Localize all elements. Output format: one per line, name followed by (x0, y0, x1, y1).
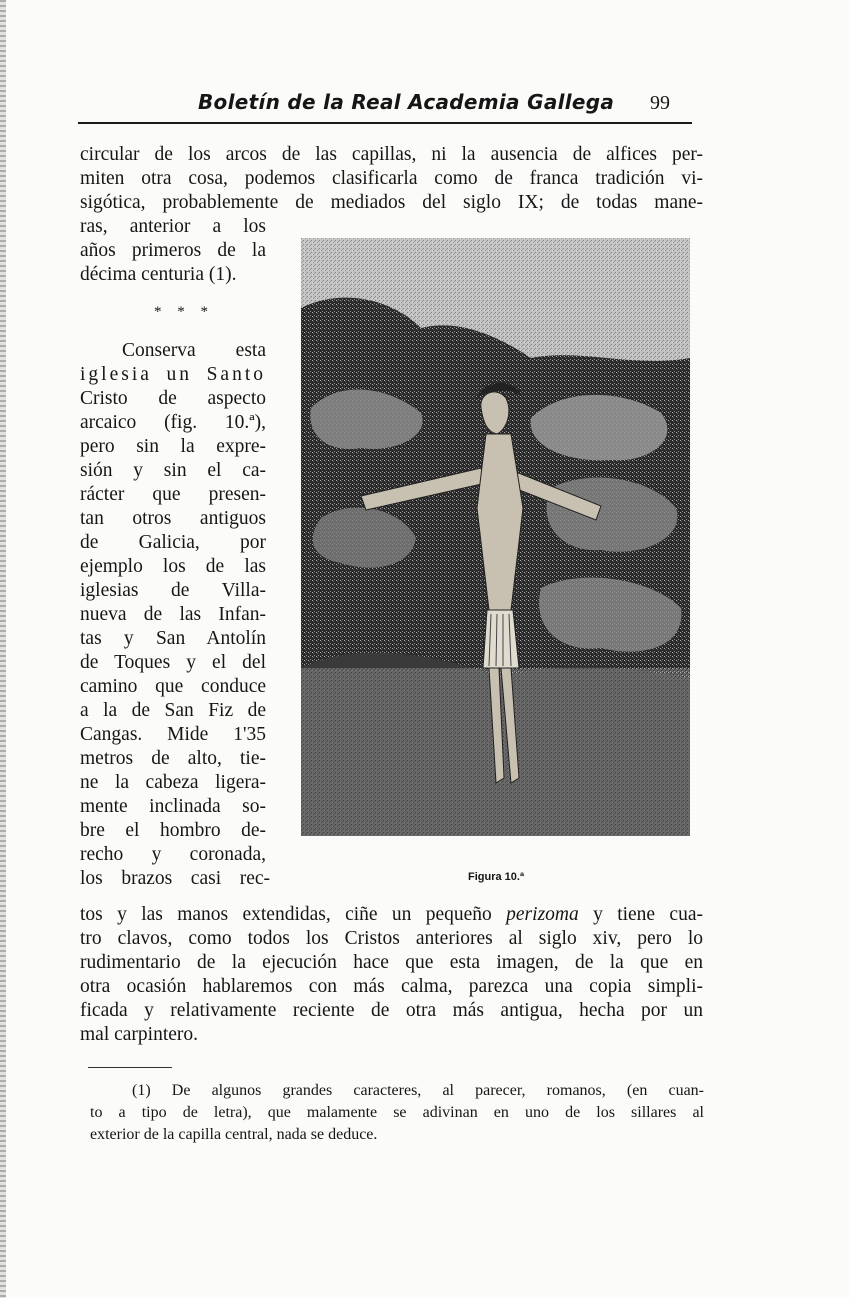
section-asterism: * * * (154, 304, 214, 320)
text-line: Cristo de aspecto (80, 388, 266, 409)
text-line: iglesias de Villa- (80, 580, 266, 601)
text-line: miten otra cosa, podemos clasificarla como de franca tradición vi- (80, 168, 703, 189)
text-line: Cangas. Mide 1'35 (80, 724, 266, 745)
text-line: ficada y relativamente reciente de otra más antigua, hecha por un (80, 1000, 703, 1021)
running-title: Boletín de la Real Academia Gallega (198, 90, 615, 114)
text-line: Conserva esta (122, 340, 266, 361)
text-line: mente inclinada so- (80, 796, 266, 817)
text-line (80, 903, 703, 927)
text-segment: y tiene cua- (578, 904, 703, 925)
text-line: arcaico (fig. 10.ª), (80, 412, 266, 433)
text-line: ne la cabeza ligera- (80, 772, 266, 793)
running-header (78, 88, 692, 124)
text-line: otra ocasión hablaremos con más calma, parezca una copia simpli- (80, 976, 703, 997)
text-line: años primeros de la (80, 240, 266, 261)
footnote-line: (1) De algunos grandes caracteres, al parecer, romanos, (en cuan- (132, 1082, 704, 1099)
text-line: décima centuria (1). (80, 264, 237, 285)
page-binding-edge (0, 0, 6, 1298)
text-line: nueva de las Infan- (80, 604, 266, 625)
text-line: a la de San Fiz de (80, 700, 266, 721)
text-line: camino que conduce (80, 676, 266, 697)
figure-caption: Figura 10.ª (468, 871, 525, 883)
text-line: iglesia un Santo (80, 364, 266, 385)
footnote-line: to a tipo de letra), que malamente se adivinan en uno de los sillares al (90, 1104, 704, 1121)
text-line: sión y sin el ca- (80, 460, 266, 481)
text-line: ejemplo los de las (80, 556, 266, 577)
footnote-rule (88, 1067, 172, 1068)
text-line: tro clavos, como todos los Cristos anteriores al siglo xiv, pero lo (80, 928, 703, 949)
text-line: rácter que presen- (80, 484, 266, 505)
text-line: circular de los arcos de las capillas, ni la ausencia de alfices per- (80, 144, 703, 165)
text-line: metros de alto, tie- (80, 748, 266, 769)
crucifix-photograph (301, 238, 690, 836)
text-line: de Toques y el del (80, 652, 266, 673)
text-line: recho y coronada, (80, 844, 266, 865)
footnote-line: exterior de la capilla central, nada se deduce. (90, 1126, 378, 1143)
text-line: bre el hombro de- (80, 820, 266, 841)
italic-term: perizoma (506, 904, 579, 925)
text-line: de Galicia, por (80, 532, 266, 553)
text-line: los brazos casi rec- (80, 868, 270, 889)
text-line: mal carpintero. (80, 1024, 199, 1045)
page-number: 99 (650, 92, 670, 114)
text-line: pero sin la expre- (80, 436, 266, 457)
text-line: rudimentario de la ejecución hace que esta imagen, de la que en (80, 952, 703, 973)
text-line: tan otros antiguos (80, 508, 266, 529)
text-line: tas y San Antolín (80, 628, 266, 649)
text-segment: tos y las manos extendidas, ciñe un pequeño (80, 904, 507, 925)
text-line: sigótica, probablemente de mediados del siglo IX; de todas mane- (80, 192, 703, 213)
text-line: ras, anterior a los (80, 216, 266, 237)
